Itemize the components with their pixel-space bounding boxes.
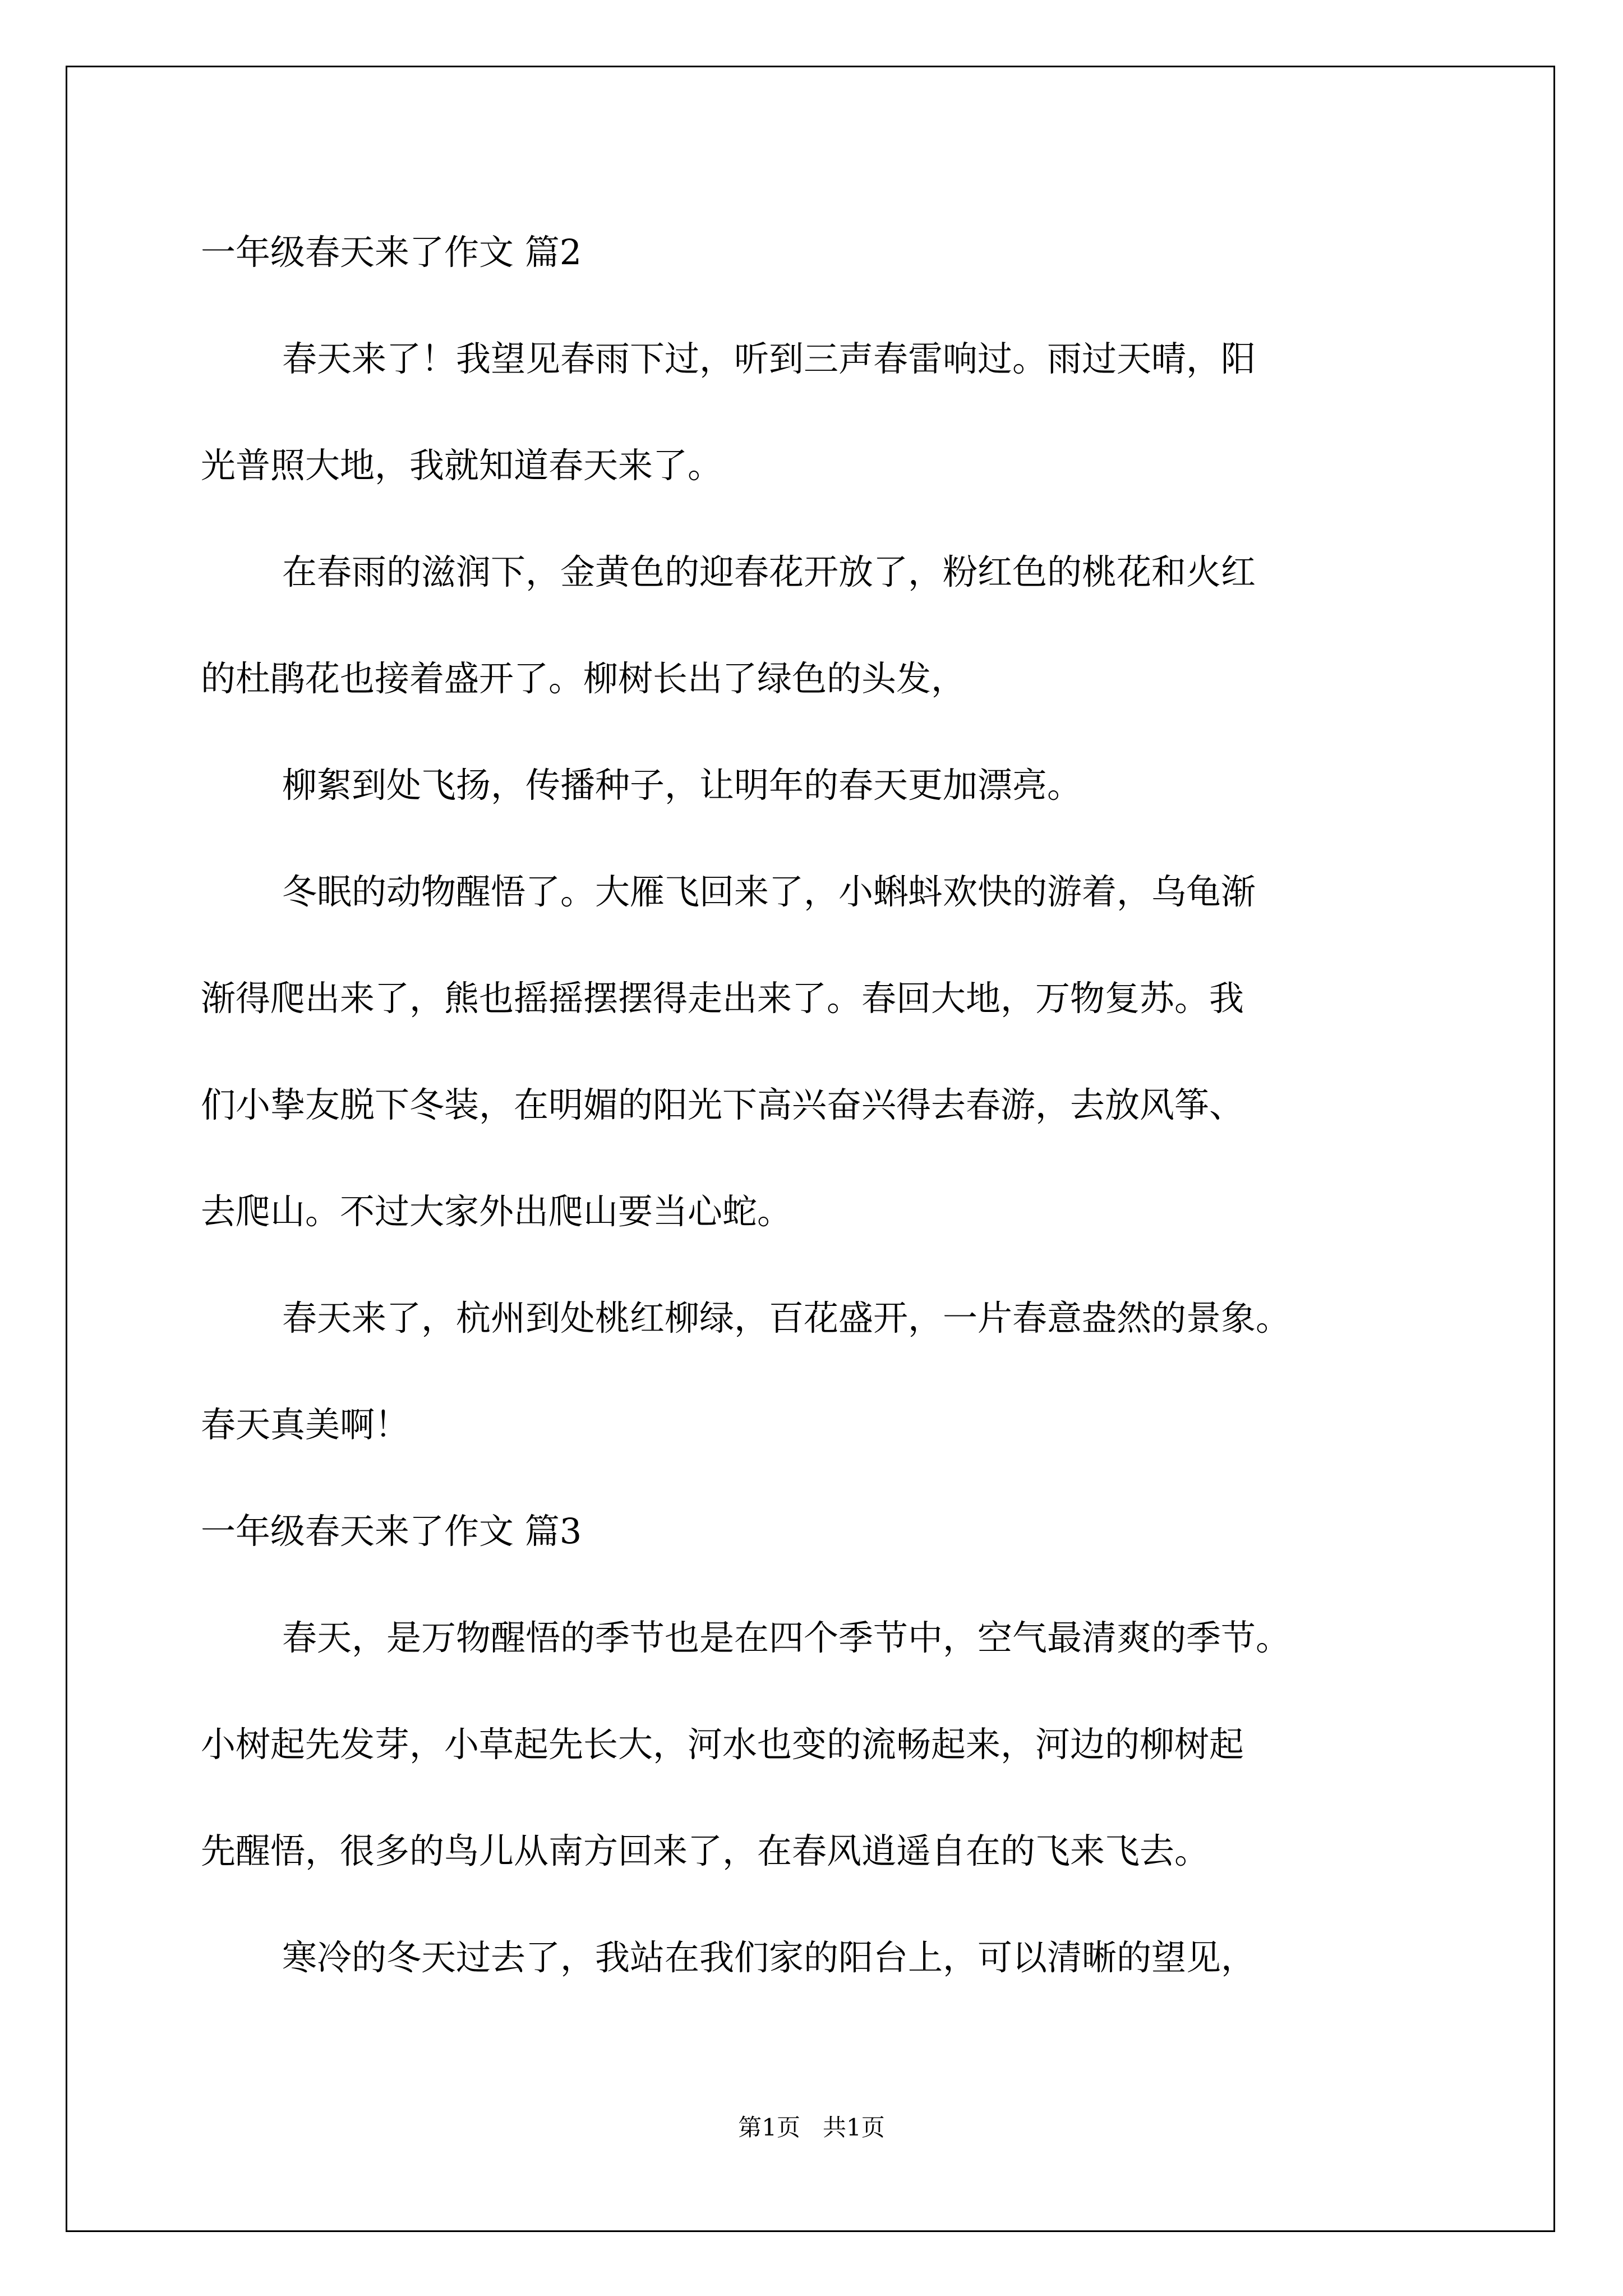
- paragraph-line: 渐得爬出来了，熊也摇摇摆摆得走出来了。春回大地，万物复苏。我: [201, 978, 1244, 1019]
- paragraph-line: 柳絮到处飞扬，传播种子，让明年的春天更加漂亮。: [282, 765, 1082, 806]
- paragraph-line: 们小挚友脱下冬装，在明媚的阳光下高兴奋兴得去春游，去放风筝、: [201, 1084, 1244, 1125]
- page-footer: [0, 2112, 1623, 2143]
- paragraph-line: 去爬山。不过大家外出爬山要当心蛇。: [201, 1191, 792, 1232]
- page-number: 第1页: [738, 2114, 800, 2141]
- page-border: [66, 66, 1555, 2232]
- paragraph-line: 春天，是万物醒悟的季节也是在四个季节中，空气最清爽的季节。: [282, 1617, 1291, 1658]
- page-total: 共1页: [823, 2114, 885, 2141]
- paragraph-line: 先醒悟，很多的鸟儿从南方回来了，在春风逍遥自在的飞来飞去。: [201, 1830, 1210, 1871]
- paragraph-line: 的杜鹃花也接着盛开了。柳树长出了绿色的头发，: [201, 658, 966, 699]
- paragraph-line: 春天来了！我望见春雨下过，听到三声春雷响过。雨过天晴，阳: [282, 338, 1256, 379]
- paragraph-line: 在春雨的滋润下，金黄色的迎春花开放了，粉红色的桃花和火红: [282, 551, 1256, 592]
- paragraph-line: 小树起先发芽，小草起先长大，河水也变的流畅起来，河边的柳树起: [201, 1724, 1244, 1765]
- paragraph-line: 春天来了，杭州到处桃红柳绿，百花盛开，一片春意盎然的景象。: [282, 1297, 1291, 1338]
- essay-heading: 一年级春天来了作文 篇3: [201, 1511, 582, 1552]
- paragraph-line: 冬眠的动物醒悟了。大雁飞回来了，小蝌蚪欢快的游着，乌龟渐: [282, 871, 1256, 912]
- paragraph-line: 寒冷的冬天过去了，我站在我们家的阳台上，可以清晰的望见，: [282, 1937, 1256, 1978]
- paragraph-line: 光普照大地，我就知道春天来了。: [201, 445, 723, 486]
- paragraph-line: 春天真美啊！: [201, 1404, 410, 1445]
- essay-heading: 一年级春天来了作文 篇2: [201, 232, 582, 273]
